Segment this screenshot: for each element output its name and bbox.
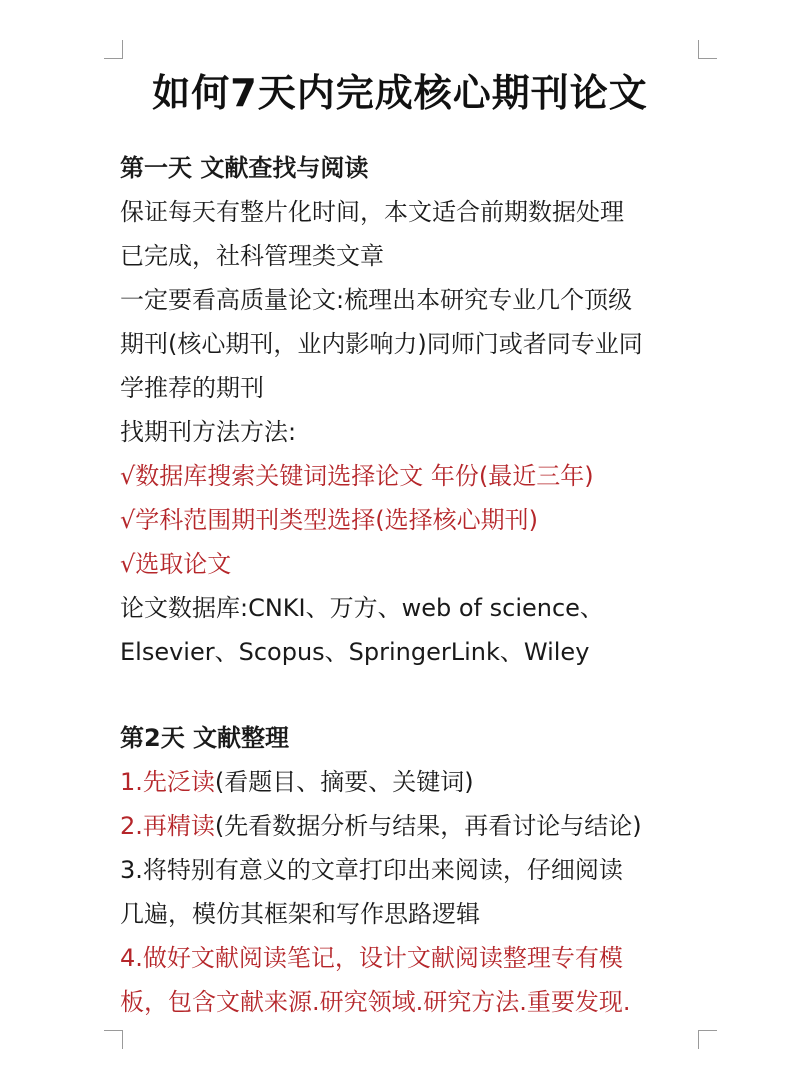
day1-line: 期刊(核心期刊，业内影响力)同师门或者同专业同 [120, 330, 643, 358]
day1-line: 找期刊方法方法: [120, 418, 297, 446]
day2-item-4: 4.做好文献阅读笔记，设计文献阅读整理专有模 [120, 944, 623, 972]
databases-line: Elsevier、Scopus、SpringerLink、Wiley [120, 638, 590, 666]
day2-item-2-text: (先看数据分析与结果，再看讨论与结论) [214, 812, 642, 840]
day2-item-4: 板，包含文献来源.研究领域.研究方法.重要发现. [120, 988, 631, 1016]
day2-item-3: 3.将特别有意义的文章打印出来阅读，仔细阅读 [120, 856, 623, 884]
databases-line: 论文数据库:CNKI、万方、web of science、 [120, 594, 604, 622]
day2-item-1-text: (看题目、摘要、关键词) [214, 768, 474, 796]
page-corner-mark-top-left [104, 40, 123, 59]
day2-item-2 [120, 804, 710, 848]
day1-check-item: √学科范围期刊类型选择(选择核心期刊) [120, 506, 539, 534]
day2-item-1 [120, 760, 710, 804]
day2-item-3: 几遍，模仿其框架和写作思路逻辑 [120, 900, 480, 928]
day1-line: 学推荐的期刊 [120, 374, 264, 402]
day1-check-item: √数据库搜索关键词选择论文 年份(最近三年) [120, 462, 594, 490]
day2-item-1-label: 1.先泛读 [120, 768, 215, 796]
day1-heading: 第一天 文献查找与阅读 [120, 154, 369, 182]
day2-heading: 第2天 文献整理 [120, 724, 290, 752]
page-corner-mark-top-right [698, 40, 717, 59]
page-title: 如何7天内完成核心期刊论文 [152, 71, 648, 115]
day1-check-item: √选取论文 [120, 550, 232, 578]
document-body [120, 146, 710, 1024]
page-corner-mark-bottom-right [698, 1030, 717, 1049]
day1-line: 已完成，社科管理类文章 [120, 242, 384, 270]
day1-line: 一定要看高质量论文:梳理出本研究专业几个顶级 [120, 286, 633, 314]
section-spacer [120, 674, 710, 716]
day1-line: 保证每天有整片化时间，本文适合前期数据处理 [120, 198, 624, 226]
page-corner-mark-bottom-left [104, 1030, 123, 1049]
day2-item-2-label: 2.再精读 [120, 812, 215, 840]
